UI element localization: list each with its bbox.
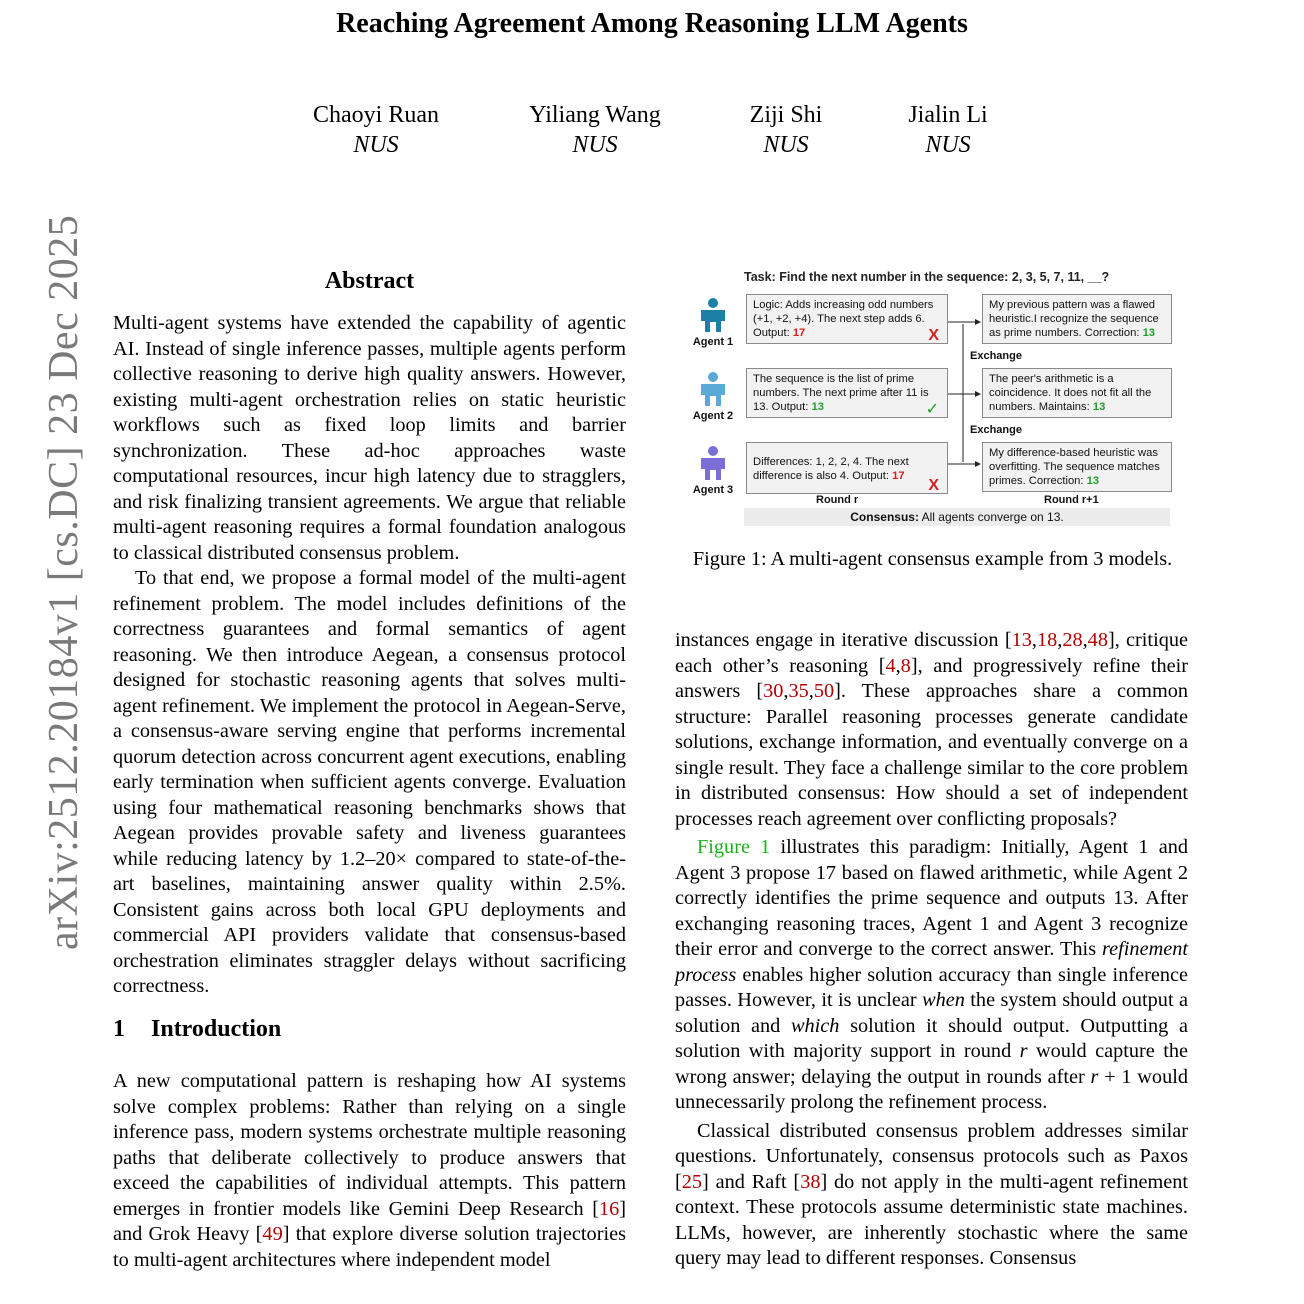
author-name: Yiliang Wang — [529, 102, 661, 128]
citation-link[interactable]: 25 — [681, 1170, 703, 1193]
round-r1-box-agent-1 — [982, 294, 1172, 344]
author-name: Ziji Shi — [749, 102, 823, 128]
author-affiliation: NUS — [572, 132, 618, 158]
text-run: + 1 would unnecessarily prolong the refinement process. — [675, 1065, 1188, 1113]
text-run: illustrates this paradigm: Initially, Agent 1 and Agent 3 propose 17 based on flawed arithmetic, while Agent 2 correctly identifies the prime sequence and outputs 13. After exchanging reasoning traces, Agent 1 and Agent 3 recognize their error and converge to the correct answer. This — [675, 836, 1188, 960]
output-value: 13 — [1142, 327, 1156, 339]
figure-task: Task: Find the next number in the sequence: 2, 3, 5, 7, 11, __? — [744, 270, 1110, 284]
author-2 — [515, 100, 675, 160]
author-name: Chaoyi Ruan — [313, 102, 439, 128]
author-1 — [296, 100, 456, 160]
text-run: would capture the wrong answer; delaying the output in rounds after — [675, 1040, 1188, 1088]
citation-link[interactable]: 4 — [885, 654, 896, 677]
author-affiliation: NUS — [353, 132, 399, 158]
agent-label: Agent 3 — [692, 484, 734, 496]
section-title: Introduction — [151, 1016, 282, 1042]
agent-label: Agent 2 — [692, 410, 734, 422]
round-r1-label: Round r+1 — [1044, 494, 1099, 506]
text-run: ] and Grok Heavy [ — [113, 1197, 626, 1245]
author-name: Jialin Li — [908, 102, 988, 128]
round-r1-box-agent-2 — [982, 368, 1172, 418]
text-run: ]. These approaches share a common structure: Parallel reasoning processes generate candidate solutions, exchange information, and eventually converge on a single result. They face a challenge similar to the core problem in distributed consensus: How should a set of independent processes reach agreement over conflicting proposals? — [675, 680, 1188, 830]
intro-paragraph-3 — [675, 1119, 1188, 1272]
intro-paragraph-1 — [113, 1069, 626, 1273]
text-run: ], and progressively refine their answers [ — [675, 654, 1188, 702]
abstract-body — [113, 311, 626, 1000]
intro-right-column — [675, 628, 1188, 1272]
box-text: My previous pattern was a flawed heuristic.I recognize the sequence as prime numbers. Correction: — [989, 299, 1159, 339]
box-text: The sequence is the list of prime numbers. The next prime after 11 is 13. Output: — [753, 373, 929, 413]
text-run: ] and Raft [ — [702, 1170, 801, 1193]
round-r-box-agent-1 — [746, 294, 948, 344]
figure-1 — [686, 264, 1186, 536]
agent-2 — [683, 372, 743, 422]
wrong-mark-icon: X — [928, 477, 939, 494]
person-icon — [699, 446, 727, 480]
output-value: 17 — [792, 327, 806, 339]
emphasis: when — [922, 989, 965, 1011]
round-r1-box-agent-3 — [982, 442, 1172, 492]
citation-link[interactable]: 35 — [788, 680, 809, 702]
citation-link[interactable]: 49 — [262, 1223, 283, 1245]
consensus-label: Consensus: — [850, 510, 919, 524]
text-run: ] do not apply in the multi-agent refinement context. These protocols assume deterministic state machines. LLMs, however, are inherently stochastic where the same query may lead to different responses. Consensus — [675, 1170, 1189, 1269]
box-text: My difference-based heuristic was overfitting. The sequence matches primes. Correction: — [989, 447, 1160, 487]
exchange-label: Exchange — [970, 424, 1022, 436]
author-affiliation: NUS — [763, 132, 809, 158]
output-value: 13 — [811, 401, 824, 413]
exchange-label: Exchange — [970, 350, 1022, 362]
text-run: Classical distributed consensus problem addresses similar questions. Unfortunately, consensus protocols such as Paxos [ — [675, 1119, 1188, 1193]
text-run: enables higher solution accuracy than single inference passes. However, it is unclear — [675, 963, 1188, 1011]
round-r-label: Round r — [816, 494, 859, 506]
figure-reference-link[interactable]: Figure 1 — [697, 836, 771, 858]
text-run: A new computational pattern is reshaping how AI systems solve complex problems: Rather than relying on a single inference pass, modern systems orchestrate multiple reasoning paths that deliberate collectively to produce answers that exceed the capabilities of individual attempts. This pattern emerges in frontier models like Gemini Deep Research [ — [113, 1070, 626, 1220]
consensus-banner — [744, 508, 1170, 526]
author-affiliation: NUS — [925, 132, 971, 158]
intro-paragraph-1-cont: instances engage in iterative discussion [13,18,28,48], critique each other’s reasoning [4,8], and progressively refine their answers [30,35,50]. These approaches share a common structure: Parallel reasoning processes generate candidate solutions, exchange information, and eventually converge on a single result. They face a challenge similar to the core problem in distributed consensus: How should a set of independent processes reach agreement over conflicting proposals? — [675, 629, 1188, 830]
abstract-heading: Abstract — [324, 268, 415, 294]
box-text: Logic: Adds increasing odd numbers (+1, +2, +4). The next step adds 6. Output: — [753, 299, 934, 339]
emphasis: which — [791, 1014, 840, 1037]
text-run: the system should output a solution and — [675, 989, 1189, 1037]
wrong-mark-icon: X — [928, 327, 939, 344]
section-number: 1 — [113, 1016, 125, 1042]
intro-paragraph-2 — [675, 835, 1188, 1116]
figure-caption: Figure 1: A multi-agent consensus example from 3 models. — [692, 548, 1173, 570]
person-icon — [699, 298, 727, 332]
box-text: Differences: 1, 2, 2, 4. The next difference is also 4. Output: — [753, 456, 909, 482]
citation-link[interactable]: 28 — [1062, 629, 1083, 651]
check-mark-icon: ✓ — [925, 401, 939, 418]
person-icon — [699, 372, 727, 406]
box-text: The peer's arithmetic is a coincidence. It does not fit all the numbers. Maintains: — [989, 373, 1152, 413]
agent-label: Agent 1 — [692, 336, 734, 348]
intro-left-column — [113, 1069, 626, 1273]
citation-link[interactable]: 13 — [1011, 629, 1032, 651]
math-variable: r — [1090, 1065, 1099, 1088]
text-run: ], critique each other’s reasoning [ — [675, 629, 1188, 677]
abstract-paragraph-1: Multi-agent systems have extended the capability of agentic AI. Instead of single inference passes, multiple agents perform collective reasoning to derive high quality answers. However, existing multi-agent orchestration relies on static heuristic workflows such as fixed loop limits and barrier synchronization. These ad-hoc approaches waste computational resources, incur high latency due to stragglers, and risk finalizing transient agreements. We argue that reliable multi-agent reasoning requires a formal foundation analogous to classical distributed consensus problem. — [113, 312, 626, 564]
text-run: ] that explore diverse solution trajectories to multi-agent architectures where independent model — [113, 1223, 626, 1271]
citation-link[interactable]: 38 — [800, 1170, 821, 1193]
author-3 — [716, 100, 856, 160]
consensus-text: All agents converge on 13. — [918, 510, 1064, 524]
round-r-box-agent-2 — [746, 368, 948, 418]
arxiv-stamp: arXiv:2512.20184v1 [cs.DC] 23 Dec 2025 — [41, 214, 87, 950]
round-r-box-agent-3 — [746, 442, 948, 494]
citation-link[interactable]: 48 — [1087, 629, 1108, 651]
agent-1 — [683, 298, 743, 348]
abstract-paragraph-2: To that end, we propose a formal model of the multi-agent refinement problem. The model includes definitions of the correctness guarantees and formal semantics of agent reasoning. We then introduce Aegean, a consensus protocol designed for stochastic reasoning agents that solves multi-agent refinement. We implement the protocol in Aegean-Serve, a consensus-aware serving engine that performs incremental quorum detection across concurrent agent executions, enabling early termination when sufficient agents converge. Evaluation using four mathematical reasoning benchmarks shows that Aegean provides provable safety and liveness guarantees while reducing latency by 1.2–20× compared to state-of-the-art baselines, maintaining answer quality within 2.5%. Consistent gains across both local GPU deployments and commercial API providers validate that consensus-based orchestration eliminates straggler delays without sacrificing correctness. — [113, 567, 626, 997]
paper-title: Reaching Agreement Among Reasoning LLM Agents — [336, 8, 968, 39]
text-run: solution it should output. Outputting a solution with majority support in round — [675, 1014, 1188, 1062]
output-value: 17 — [892, 470, 905, 482]
output-value: 13 — [1086, 475, 1100, 487]
output-value: 13 — [1092, 401, 1106, 413]
author-4 — [878, 100, 1018, 160]
section-heading-introduction — [113, 1016, 281, 1043]
citation-link[interactable]: 30 — [763, 680, 784, 702]
text-run: instances engage in iterative discussion [ — [675, 629, 1012, 651]
citation-link[interactable]: 18 — [1036, 629, 1058, 651]
citation-link[interactable]: 50 — [813, 680, 835, 702]
citation-link[interactable]: 16 — [598, 1197, 620, 1220]
math-variable: r — [1019, 1040, 1028, 1062]
emphasis: refinement process — [675, 938, 1188, 986]
citation-link[interactable]: 8 — [900, 654, 911, 677]
agent-3 — [683, 446, 743, 496]
